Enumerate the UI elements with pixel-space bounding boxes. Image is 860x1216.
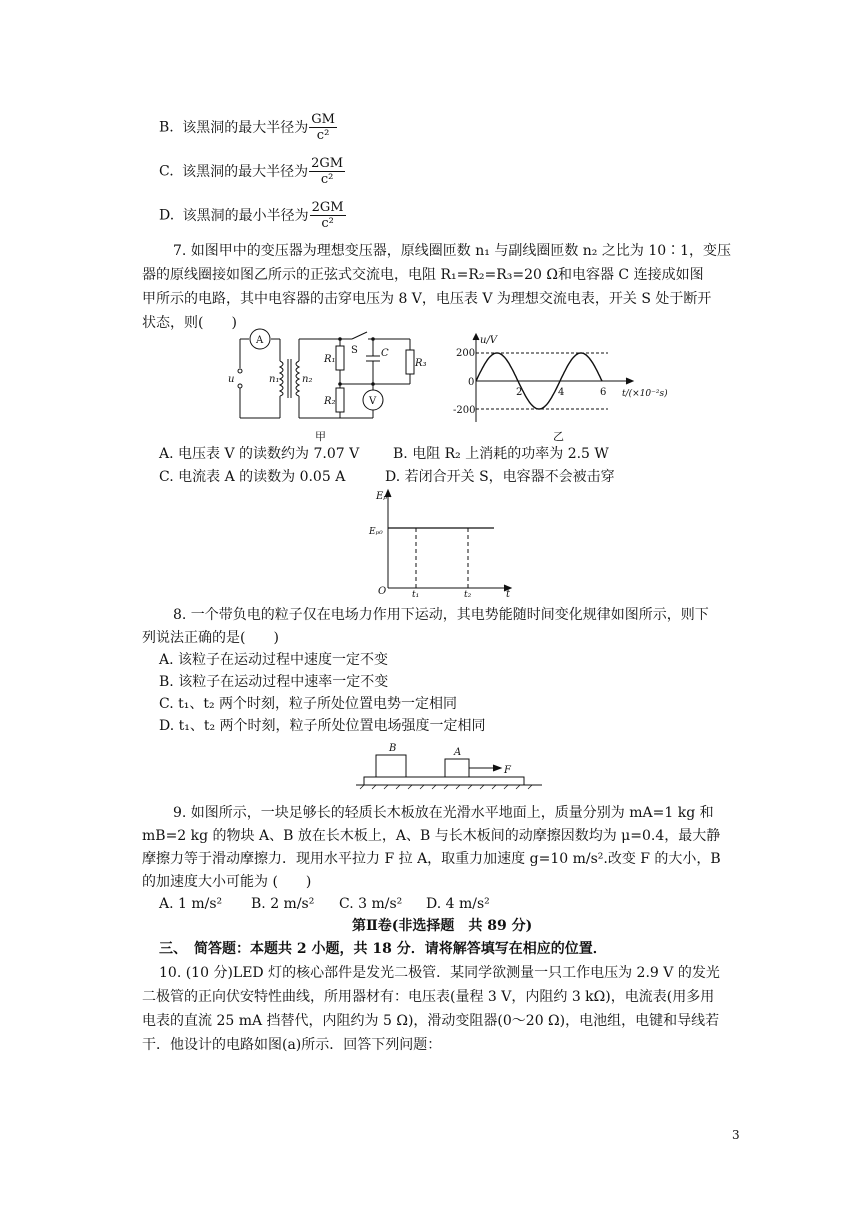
q8-option-b: B. 该粒子在运动过程中速率一定不变 xyxy=(159,674,389,690)
ep0-label: Eₚ₀ xyxy=(369,527,383,537)
q7-line-3: 甲所示的电路，其中电容器的击穿电压为 8 V，电压表 V 为理想交流电表，开关 S 处于断开 xyxy=(142,291,712,307)
fraction-numerator: 2GM xyxy=(311,200,344,215)
q10-line-4: 干．他设计的电路如图(a)所示．回答下列问题： xyxy=(142,1037,442,1053)
option-q6-d xyxy=(159,200,346,231)
q7-option-d: D. 若闭合开关 S，电容器不会被击穿 xyxy=(385,469,615,485)
fraction-denominator: c² xyxy=(321,216,334,231)
source-label: u xyxy=(228,374,235,385)
q8-option-d: D. t₁、t₂ 两个时刻，粒子所处位置电场强度一定相同 xyxy=(159,718,486,734)
option-text: 该黑洞的最小半径为 xyxy=(182,207,309,224)
q7-option-b: B. 电阻 R₂ 上消耗的功率为 2.5 W xyxy=(393,446,609,462)
circuit-diagram xyxy=(225,326,465,431)
q8-option-c: C. t₁、t₂ 两个时刻，粒子所处位置电势一定相同 xyxy=(159,696,458,712)
fraction-denominator: c² xyxy=(320,172,334,187)
q8-line-1: 8. 一个带负电的粒子仅在电场力作用下运动，其电势能随时间变化规律如图所示，则下 xyxy=(173,607,709,623)
q7-line-2: 器的原线圈接如图乙所示的正弦式交流电，电阻 R₁=R₂=R₃=20 Ω和电容器 C 连接成如图 xyxy=(142,267,704,283)
fraction-numerator: GM xyxy=(311,112,335,127)
q9-line-2: mB=2 kg 的物块 A、B 放在长木板上，A、B 与长木板间的动摩擦因数均为 μ=0.4，最大静 xyxy=(142,828,721,844)
option-q6-c xyxy=(159,156,345,187)
tick-x-4: 4 xyxy=(558,387,565,398)
q9-line-4: 的加速度大小可能为 ( ) xyxy=(142,874,312,890)
block-b xyxy=(376,755,406,777)
q10-line-1: 10. (10 分)LED 灯的核心部件是发光二极管．某同学欲测量一只工作电压为 2.9 V 的发光 xyxy=(159,965,720,981)
long-board xyxy=(364,777,524,785)
ammeter-label: A xyxy=(256,335,264,346)
wave-xlabel: t/(×10⁻²s) xyxy=(622,389,668,399)
option-text: 该黑洞的最大半径为 xyxy=(182,119,309,136)
r3-label: R₃ xyxy=(415,358,427,369)
tick-x-6: 6 xyxy=(600,387,607,398)
sine-wave-graph xyxy=(448,334,678,429)
ep-axis-label: Eₚ xyxy=(376,491,388,502)
q9-line-1: 9. 如图所示，一块足够长的轻质长木板放在光滑水平地面上，质量分别为 mA=1 kg 和 xyxy=(173,805,714,821)
q8-line-2: 列说法正确的是( ) xyxy=(142,630,279,646)
block-b-label: B xyxy=(389,743,397,754)
q9-option-b: B. 2 m/s² xyxy=(251,896,315,912)
fraction xyxy=(309,112,337,143)
option-q6-b xyxy=(159,112,337,143)
tick-x-2: 2 xyxy=(516,387,523,398)
force-f-label: F xyxy=(504,765,511,776)
n1-label: n₁ xyxy=(269,374,280,385)
q7-option-c: C. 电流表 A 的读数为 0.05 A xyxy=(159,469,346,485)
capacitor-label: C xyxy=(381,348,389,359)
tick-y-neg200: -200 xyxy=(453,405,476,416)
r2-label: R₂ xyxy=(324,396,336,407)
q10-line-3: 电表的直流 25 mA 挡替代，内阻约为 5 Ω)，滑动变阻器(0～20 Ω)，电池组，电键和导线若 xyxy=(142,1013,720,1029)
figure-yi-label: 乙 xyxy=(553,430,564,443)
potential-energy-graph xyxy=(369,488,522,600)
q7-option-a: A. 电压表 V 的读数约为 7.07 V xyxy=(159,446,360,462)
n2-label: n₂ xyxy=(302,374,313,385)
origin-label: O xyxy=(378,586,387,597)
t1-label: t₁ xyxy=(412,590,420,600)
option-label: C. xyxy=(159,163,174,180)
switch-label: S xyxy=(351,345,358,356)
fraction xyxy=(310,200,346,231)
q9-option-a: A. 1 m/s² xyxy=(159,896,223,912)
fraction-denominator: c² xyxy=(316,128,330,143)
blocks-on-board-figure xyxy=(356,741,556,791)
q7-line-4: 状态，则( ) xyxy=(142,315,237,331)
block-a-label: A xyxy=(454,747,462,758)
figure-jia-label: 甲 xyxy=(315,430,326,443)
t2-label: t₂ xyxy=(464,590,472,600)
wave-ylabel: u/V xyxy=(480,335,498,346)
q9-option-d: D. 4 m/s² xyxy=(426,896,490,912)
option-label: B. xyxy=(159,119,174,136)
page-number: 3 xyxy=(732,1128,740,1142)
option-text: 该黑洞的最大半径为 xyxy=(182,163,309,180)
q9-option-c: C. 3 m/s² xyxy=(339,896,403,912)
q8-option-a: A. 该粒子在运动过程中速度一定不变 xyxy=(159,652,389,668)
q7-line-1: 7. 如图甲中的变压器为理想变压器，原线圈匝数 n₁ 与副线圈匝数 n₂ 之比为 10∶1，变压 xyxy=(173,243,732,259)
q10-line-2: 二极管的正向伏安特性曲线，所用器材有：电压表(量程 3 V，内阻约 3 kΩ)，电流表(用多用 xyxy=(142,989,715,1005)
tick-y-0: 0 xyxy=(468,377,475,388)
fraction-numerator: 2GM xyxy=(311,156,344,171)
voltmeter-label: V xyxy=(369,396,377,407)
option-label: D. xyxy=(159,207,175,224)
r1-label: R₁ xyxy=(324,354,336,365)
block-a xyxy=(445,759,469,777)
tick-y-200: 200 xyxy=(456,348,476,359)
t-axis-label: t xyxy=(506,589,511,600)
section-2-title: 第Ⅱ卷(非选择题 共 89 分) xyxy=(352,918,533,934)
section-3-title: 三、 简答题：本题共 2 小题，共 18 分．请将解答填写在相应的位置． xyxy=(159,941,607,957)
fraction xyxy=(309,156,345,187)
q9-line-3: 摩擦力等于滑动摩擦力．现用水平拉力 F 拉 A，取重力加速度 g=10 m/s².改变 F 的大小，B xyxy=(142,851,721,867)
